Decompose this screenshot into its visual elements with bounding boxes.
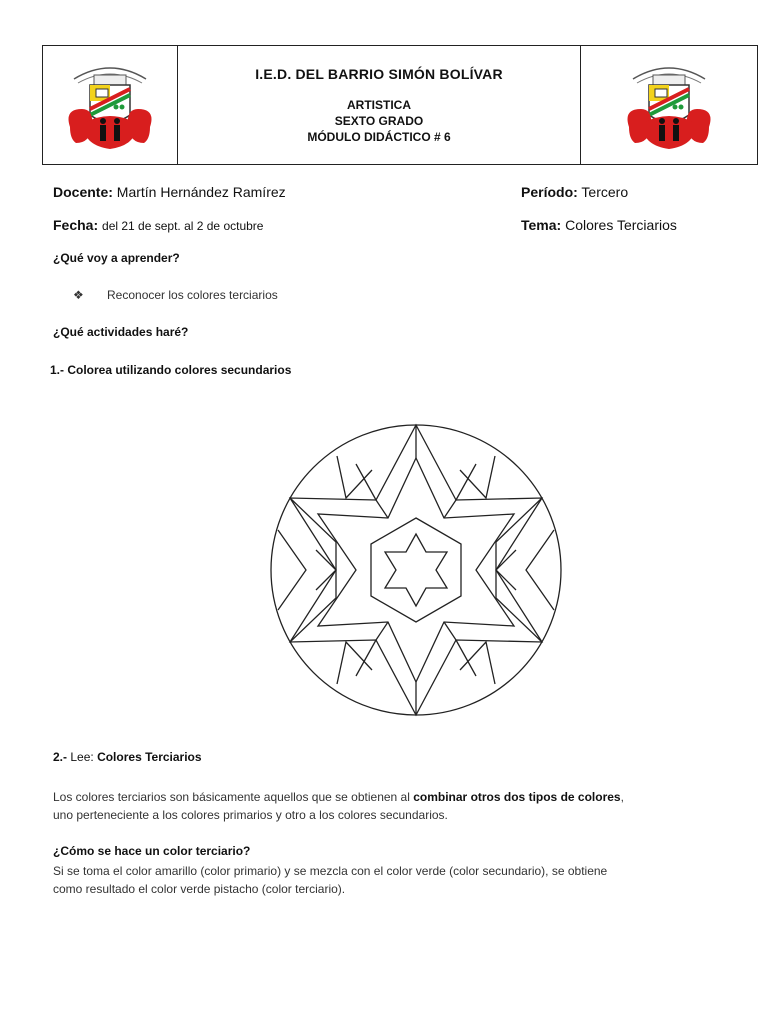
fecha-row <box>53 217 263 233</box>
logo-cell-left <box>43 46 178 164</box>
activity-2-number: 2.- <box>53 750 68 764</box>
subject-title: ARTISTICA <box>347 98 411 112</box>
docente-value: Martín Hernández Ramírez <box>116 184 286 200</box>
school-crest-icon <box>60 57 160 153</box>
tema-value: Colores Terciarios <box>565 217 677 233</box>
periodo-label: Período: <box>521 184 578 200</box>
docente-label: Docente: <box>53 184 113 200</box>
module-title: MÓDULO DIDÁCTICO # 6 <box>307 130 451 144</box>
diamond-bullet-icon: ❖ <box>73 288 84 302</box>
how-question: ¿Cómo se hace un color terciario? <box>53 844 251 858</box>
fecha-label: Fecha: <box>53 217 99 233</box>
learn-item: Reconocer los colores terciarios <box>107 288 278 302</box>
p2-line2: como resultado el color verde pistacho (color terciario). <box>53 882 346 896</box>
activity-1: 1.- Colorea utilizando colores secundarios <box>50 363 292 377</box>
p1-end: , <box>620 790 624 804</box>
school-name: I.E.D. DEL BARRIO SIMÓN BOLÍVAR <box>255 66 503 82</box>
reading-paragraph-1 <box>53 788 733 824</box>
logo-cell-right <box>580 46 757 164</box>
tema-label: Tema: <box>521 217 562 233</box>
header-table <box>42 45 758 165</box>
school-crest-icon <box>619 57 719 153</box>
p1-bold: combinar otros dos tipos de colores <box>413 790 621 804</box>
title-cell <box>178 46 580 164</box>
learn-question: ¿Qué voy a aprender? <box>53 251 180 265</box>
activity-2-title: Colores Terciarios <box>97 750 202 764</box>
p1-line2: uno perteneciente a los colores primarios y otro a los colores secundarios. <box>53 808 448 822</box>
p1-start: Los colores terciarios son básicamente aquellos que se obtienen al <box>53 790 414 804</box>
fecha-value: del 21 de sept. al 2 de octubre <box>102 219 264 233</box>
grade-title: SEXTO GRADO <box>334 114 424 128</box>
activity-2 <box>53 750 202 764</box>
activity-2-lee: Lee: <box>70 750 94 764</box>
periodo-row <box>521 184 628 200</box>
activities-question: ¿Qué actividades haré? <box>53 325 189 339</box>
docente-row <box>53 184 286 200</box>
periodo-value: Tercero <box>581 184 629 200</box>
p2-line1: Si se toma el color amarillo (color primario) y se mezcla con el color verde (color secundario), se obtiene <box>53 864 608 878</box>
tema-row <box>521 217 677 233</box>
reading-paragraph-2 <box>53 862 733 898</box>
mandala-drawing <box>266 420 566 720</box>
